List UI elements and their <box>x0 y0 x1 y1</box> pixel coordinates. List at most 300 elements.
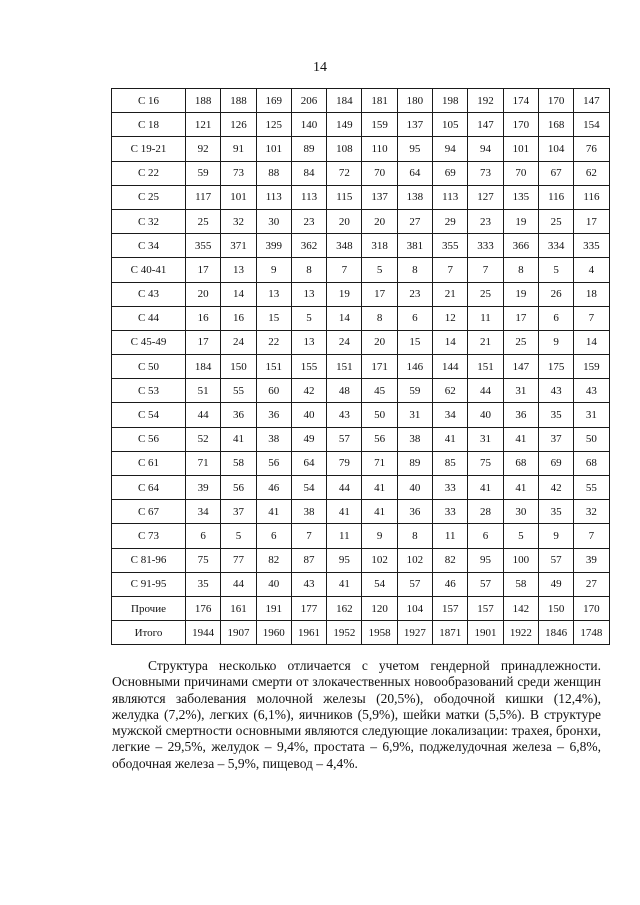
table-cell: 79 <box>327 451 362 475</box>
table-cell: 1961 <box>291 621 326 645</box>
page-number: 14 <box>313 60 327 75</box>
table-cell: 94 <box>468 137 503 161</box>
table-cell: 7 <box>574 306 609 330</box>
table-cell: 366 <box>503 234 538 258</box>
data-table-container <box>111 88 610 645</box>
table-cell: 56 <box>221 476 256 500</box>
table-cell: 43 <box>574 379 609 403</box>
table-cell: 1927 <box>397 621 432 645</box>
table-cell: 355 <box>433 234 468 258</box>
table-cell: 147 <box>503 355 538 379</box>
table-cell: 20 <box>186 282 221 306</box>
table-cell: 36 <box>221 403 256 427</box>
table-cell: 13 <box>221 258 256 282</box>
row-label-cell: С 16 <box>112 89 186 113</box>
table-row <box>112 258 610 282</box>
table-cell: 155 <box>291 355 326 379</box>
table-cell: 38 <box>256 427 291 451</box>
table-cell: 188 <box>186 89 221 113</box>
table-cell: 59 <box>397 379 432 403</box>
table-cell: 50 <box>362 403 397 427</box>
table-cell: 147 <box>468 113 503 137</box>
table-cell: 55 <box>221 379 256 403</box>
table-cell: 29 <box>433 209 468 233</box>
table-cell: 101 <box>503 137 538 161</box>
table-cell: 120 <box>362 596 397 620</box>
table-cell: 17 <box>503 306 538 330</box>
table-cell: 1871 <box>433 621 468 645</box>
table-cell: 62 <box>433 379 468 403</box>
table-cell: 180 <box>397 89 432 113</box>
table-cell: 142 <box>503 596 538 620</box>
table-cell: 115 <box>327 185 362 209</box>
table-cell: 41 <box>362 500 397 524</box>
table-cell: 22 <box>256 330 291 354</box>
table-cell: 17 <box>362 282 397 306</box>
table-cell: 9 <box>538 524 573 548</box>
table-cell: 68 <box>503 451 538 475</box>
table-cell: 8 <box>503 258 538 282</box>
table-cell: 31 <box>397 403 432 427</box>
table-cell: 82 <box>433 548 468 572</box>
table-cell: 371 <box>221 234 256 258</box>
table-cell: 20 <box>362 209 397 233</box>
table-cell: 41 <box>256 500 291 524</box>
table-cell: 113 <box>256 185 291 209</box>
row-label-cell: С 67 <box>112 500 186 524</box>
table-cell: 32 <box>574 500 609 524</box>
table-cell: 89 <box>291 137 326 161</box>
table-cell: 43 <box>327 403 362 427</box>
table-cell: 37 <box>221 500 256 524</box>
table-cell: 1922 <box>503 621 538 645</box>
table-cell: 21 <box>433 282 468 306</box>
table-cell: 5 <box>362 258 397 282</box>
table-cell: 40 <box>468 403 503 427</box>
table-cell: 5 <box>221 524 256 548</box>
table-cell: 20 <box>327 209 362 233</box>
table-cell: 44 <box>327 476 362 500</box>
table-cell: 113 <box>433 185 468 209</box>
table-cell: 5 <box>538 258 573 282</box>
table-cell: 34 <box>433 403 468 427</box>
table-cell: 34 <box>186 500 221 524</box>
table-cell: 24 <box>327 330 362 354</box>
table-cell: 24 <box>221 330 256 354</box>
table-cell: 138 <box>397 185 432 209</box>
row-label-cell: С 44 <box>112 306 186 330</box>
table-cell: 116 <box>574 185 609 209</box>
table-cell: 40 <box>397 476 432 500</box>
table-cell: 52 <box>186 427 221 451</box>
table-cell: 144 <box>433 355 468 379</box>
table-cell: 17 <box>574 209 609 233</box>
table-cell: 168 <box>538 113 573 137</box>
table-cell: 41 <box>503 476 538 500</box>
row-label-cell: С 64 <box>112 476 186 500</box>
table-cell: 82 <box>256 548 291 572</box>
table-cell: 36 <box>503 403 538 427</box>
table-cell: 62 <box>574 161 609 185</box>
table-cell: 147 <box>574 89 609 113</box>
table-cell: 54 <box>362 572 397 596</box>
table-cell: 36 <box>256 403 291 427</box>
data-table <box>111 88 610 645</box>
table-cell: 13 <box>256 282 291 306</box>
table-cell: 399 <box>256 234 291 258</box>
row-label-cell: С 45-49 <box>112 330 186 354</box>
table-cell: 41 <box>221 427 256 451</box>
table-cell: 1901 <box>468 621 503 645</box>
table-cell: 170 <box>503 113 538 137</box>
table-cell: 36 <box>397 500 432 524</box>
table-cell: 23 <box>468 209 503 233</box>
table-cell: 20 <box>362 330 397 354</box>
table-row <box>112 451 610 475</box>
table-row <box>112 355 610 379</box>
table-cell: 6 <box>397 306 432 330</box>
table-cell: 7 <box>574 524 609 548</box>
table-row <box>112 572 610 596</box>
table-cell: 157 <box>468 596 503 620</box>
table-cell: 8 <box>362 306 397 330</box>
table-cell: 48 <box>327 379 362 403</box>
row-label-cell: С 73 <box>112 524 186 548</box>
table-row <box>112 500 610 524</box>
table-cell: 41 <box>503 427 538 451</box>
table-row <box>112 427 610 451</box>
table-body <box>112 89 610 645</box>
table-cell: 175 <box>538 355 573 379</box>
table-cell: 177 <box>291 596 326 620</box>
table-cell: 68 <box>574 451 609 475</box>
table-cell: 184 <box>327 89 362 113</box>
table-cell: 27 <box>397 209 432 233</box>
table-cell: 184 <box>186 355 221 379</box>
table-cell: 1748 <box>574 621 609 645</box>
table-cell: 11 <box>327 524 362 548</box>
table-cell: 1960 <box>256 621 291 645</box>
table-cell: 169 <box>256 89 291 113</box>
table-cell: 69 <box>538 451 573 475</box>
table-row <box>112 596 610 620</box>
table-cell: 1846 <box>538 621 573 645</box>
table-cell: 33 <box>433 476 468 500</box>
table-row <box>112 330 610 354</box>
table-cell: 55 <box>574 476 609 500</box>
table-cell: 42 <box>538 476 573 500</box>
table-cell: 44 <box>186 403 221 427</box>
table-row <box>112 621 610 645</box>
table-cell: 9 <box>538 330 573 354</box>
table-cell: 6 <box>538 306 573 330</box>
table-cell: 333 <box>468 234 503 258</box>
table-cell: 381 <box>397 234 432 258</box>
table-row <box>112 548 610 572</box>
table-cell: 127 <box>468 185 503 209</box>
table-cell: 116 <box>538 185 573 209</box>
table-cell: 46 <box>433 572 468 596</box>
table-cell: 41 <box>327 572 362 596</box>
table-cell: 95 <box>327 548 362 572</box>
table-row <box>112 403 610 427</box>
table-cell: 21 <box>468 330 503 354</box>
table-row <box>112 306 610 330</box>
table-cell: 72 <box>327 161 362 185</box>
table-cell: 9 <box>256 258 291 282</box>
table-cell: 105 <box>433 113 468 137</box>
table-cell: 159 <box>574 355 609 379</box>
row-label-cell: С 50 <box>112 355 186 379</box>
table-cell: 154 <box>574 113 609 137</box>
table-cell: 171 <box>362 355 397 379</box>
table-cell: 57 <box>327 427 362 451</box>
table-cell: 137 <box>362 185 397 209</box>
table-cell: 71 <box>362 451 397 475</box>
table-cell: 73 <box>468 161 503 185</box>
table-cell: 64 <box>291 451 326 475</box>
table-cell: 23 <box>291 209 326 233</box>
table-cell: 73 <box>221 161 256 185</box>
row-label-cell: С 53 <box>112 379 186 403</box>
table-cell: 15 <box>256 306 291 330</box>
table-cell: 71 <box>186 451 221 475</box>
table-cell: 69 <box>433 161 468 185</box>
table-row <box>112 234 610 258</box>
table-cell: 35 <box>538 500 573 524</box>
table-cell: 92 <box>186 137 221 161</box>
table-cell: 19 <box>503 282 538 306</box>
table-cell: 101 <box>221 185 256 209</box>
table-row <box>112 524 610 548</box>
table-cell: 17 <box>186 258 221 282</box>
table-cell: 104 <box>397 596 432 620</box>
table-cell: 18 <box>574 282 609 306</box>
row-label-cell: С 34 <box>112 234 186 258</box>
table-cell: 170 <box>538 89 573 113</box>
table-cell: 35 <box>186 572 221 596</box>
row-label-cell: С 54 <box>112 403 186 427</box>
table-cell: 4 <box>574 258 609 282</box>
table-cell: 28 <box>468 500 503 524</box>
table-cell: 5 <box>291 306 326 330</box>
table-cell: 206 <box>291 89 326 113</box>
table-cell: 362 <box>291 234 326 258</box>
table-cell: 11 <box>433 524 468 548</box>
table-cell: 75 <box>186 548 221 572</box>
table-cell: 125 <box>256 113 291 137</box>
table-cell: 38 <box>397 427 432 451</box>
table-cell: 41 <box>327 500 362 524</box>
table-cell: 13 <box>291 330 326 354</box>
table-cell: 41 <box>362 476 397 500</box>
table-cell: 7 <box>433 258 468 282</box>
table-cell: 25 <box>503 330 538 354</box>
table-cell: 42 <box>291 379 326 403</box>
table-cell: 26 <box>538 282 573 306</box>
table-cell: 40 <box>291 403 326 427</box>
table-cell: 49 <box>538 572 573 596</box>
table-cell: 7 <box>327 258 362 282</box>
table-cell: 95 <box>397 137 432 161</box>
table-row <box>112 89 610 113</box>
table-row <box>112 282 610 306</box>
table-cell: 198 <box>433 89 468 113</box>
table-cell: 135 <box>503 185 538 209</box>
table-cell: 31 <box>468 427 503 451</box>
table-cell: 51 <box>186 379 221 403</box>
table-cell: 151 <box>327 355 362 379</box>
table-cell: 348 <box>327 234 362 258</box>
table-cell: 57 <box>397 572 432 596</box>
table-cell: 151 <box>468 355 503 379</box>
table-cell: 87 <box>291 548 326 572</box>
table-cell: 45 <box>362 379 397 403</box>
table-cell: 16 <box>221 306 256 330</box>
table-cell: 8 <box>397 258 432 282</box>
table-cell: 25 <box>468 282 503 306</box>
table-cell: 30 <box>256 209 291 233</box>
table-cell: 54 <box>291 476 326 500</box>
table-cell: 13 <box>291 282 326 306</box>
table-cell: 41 <box>468 476 503 500</box>
table-cell: 58 <box>503 572 538 596</box>
table-cell: 162 <box>327 596 362 620</box>
table-cell: 170 <box>574 596 609 620</box>
table-cell: 14 <box>327 306 362 330</box>
table-cell: 174 <box>503 89 538 113</box>
row-label-cell: С 22 <box>112 161 186 185</box>
table-cell: 7 <box>291 524 326 548</box>
table-cell: 108 <box>327 137 362 161</box>
table-cell: 75 <box>468 451 503 475</box>
row-label-cell: С 43 <box>112 282 186 306</box>
table-cell: 102 <box>362 548 397 572</box>
table-cell: 5 <box>503 524 538 548</box>
table-cell: 150 <box>538 596 573 620</box>
table-cell: 40 <box>256 572 291 596</box>
table-cell: 334 <box>538 234 573 258</box>
table-cell: 11 <box>468 306 503 330</box>
table-cell: 44 <box>468 379 503 403</box>
table-cell: 25 <box>538 209 573 233</box>
row-label-cell: С 19-21 <box>112 137 186 161</box>
table-cell: 59 <box>186 161 221 185</box>
table-cell: 159 <box>362 113 397 137</box>
row-label-cell: С 61 <box>112 451 186 475</box>
table-cell: 16 <box>186 306 221 330</box>
table-cell: 8 <box>397 524 432 548</box>
table-cell: 1907 <box>221 621 256 645</box>
table-cell: 104 <box>538 137 573 161</box>
table-cell: 102 <box>397 548 432 572</box>
table-cell: 126 <box>221 113 256 137</box>
table-cell: 6 <box>186 524 221 548</box>
table-cell: 95 <box>468 548 503 572</box>
table-cell: 1952 <box>327 621 362 645</box>
table-cell: 14 <box>433 330 468 354</box>
table-cell: 30 <box>503 500 538 524</box>
row-label-cell: С 81-96 <box>112 548 186 572</box>
table-cell: 57 <box>468 572 503 596</box>
table-cell: 192 <box>468 89 503 113</box>
table-row <box>112 185 610 209</box>
table-cell: 101 <box>256 137 291 161</box>
table-cell: 191 <box>256 596 291 620</box>
table-cell: 15 <box>397 330 432 354</box>
table-cell: 157 <box>433 596 468 620</box>
table-cell: 70 <box>362 161 397 185</box>
table-cell: 39 <box>574 548 609 572</box>
table-cell: 318 <box>362 234 397 258</box>
table-cell: 31 <box>574 403 609 427</box>
table-row <box>112 137 610 161</box>
table-cell: 94 <box>433 137 468 161</box>
table-cell: 161 <box>221 596 256 620</box>
table-cell: 14 <box>221 282 256 306</box>
table-cell: 181 <box>362 89 397 113</box>
table-cell: 113 <box>291 185 326 209</box>
table-cell: 84 <box>291 161 326 185</box>
table-cell: 121 <box>186 113 221 137</box>
table-cell: 14 <box>574 330 609 354</box>
table-cell: 12 <box>433 306 468 330</box>
table-cell: 6 <box>256 524 291 548</box>
table-cell: 37 <box>538 427 573 451</box>
row-label-cell: Итого <box>112 621 186 645</box>
row-label-cell: С 40-41 <box>112 258 186 282</box>
table-cell: 56 <box>362 427 397 451</box>
row-label-cell: С 56 <box>112 427 186 451</box>
table-row <box>112 113 610 137</box>
table-cell: 57 <box>538 548 573 572</box>
table-cell: 176 <box>186 596 221 620</box>
table-cell: 355 <box>186 234 221 258</box>
table-cell: 23 <box>397 282 432 306</box>
table-cell: 1958 <box>362 621 397 645</box>
table-cell: 9 <box>362 524 397 548</box>
table-cell: 32 <box>221 209 256 233</box>
table-cell: 70 <box>503 161 538 185</box>
table-cell: 7 <box>468 258 503 282</box>
table-cell: 44 <box>221 572 256 596</box>
table-cell: 151 <box>256 355 291 379</box>
table-cell: 33 <box>433 500 468 524</box>
table-row <box>112 379 610 403</box>
table-cell: 6 <box>468 524 503 548</box>
table-row <box>112 476 610 500</box>
table-cell: 60 <box>256 379 291 403</box>
table-cell: 140 <box>291 113 326 137</box>
table-cell: 58 <box>221 451 256 475</box>
table-cell: 117 <box>186 185 221 209</box>
table-cell: 31 <box>503 379 538 403</box>
table-cell: 27 <box>574 572 609 596</box>
table-cell: 41 <box>433 427 468 451</box>
table-cell: 146 <box>397 355 432 379</box>
table-cell: 77 <box>221 548 256 572</box>
table-cell: 25 <box>186 209 221 233</box>
table-cell: 91 <box>221 137 256 161</box>
table-cell: 39 <box>186 476 221 500</box>
table-cell: 64 <box>397 161 432 185</box>
table-cell: 46 <box>256 476 291 500</box>
table-cell: 43 <box>538 379 573 403</box>
table-cell: 8 <box>291 258 326 282</box>
table-cell: 67 <box>538 161 573 185</box>
table-cell: 35 <box>538 403 573 427</box>
table-cell: 17 <box>186 330 221 354</box>
